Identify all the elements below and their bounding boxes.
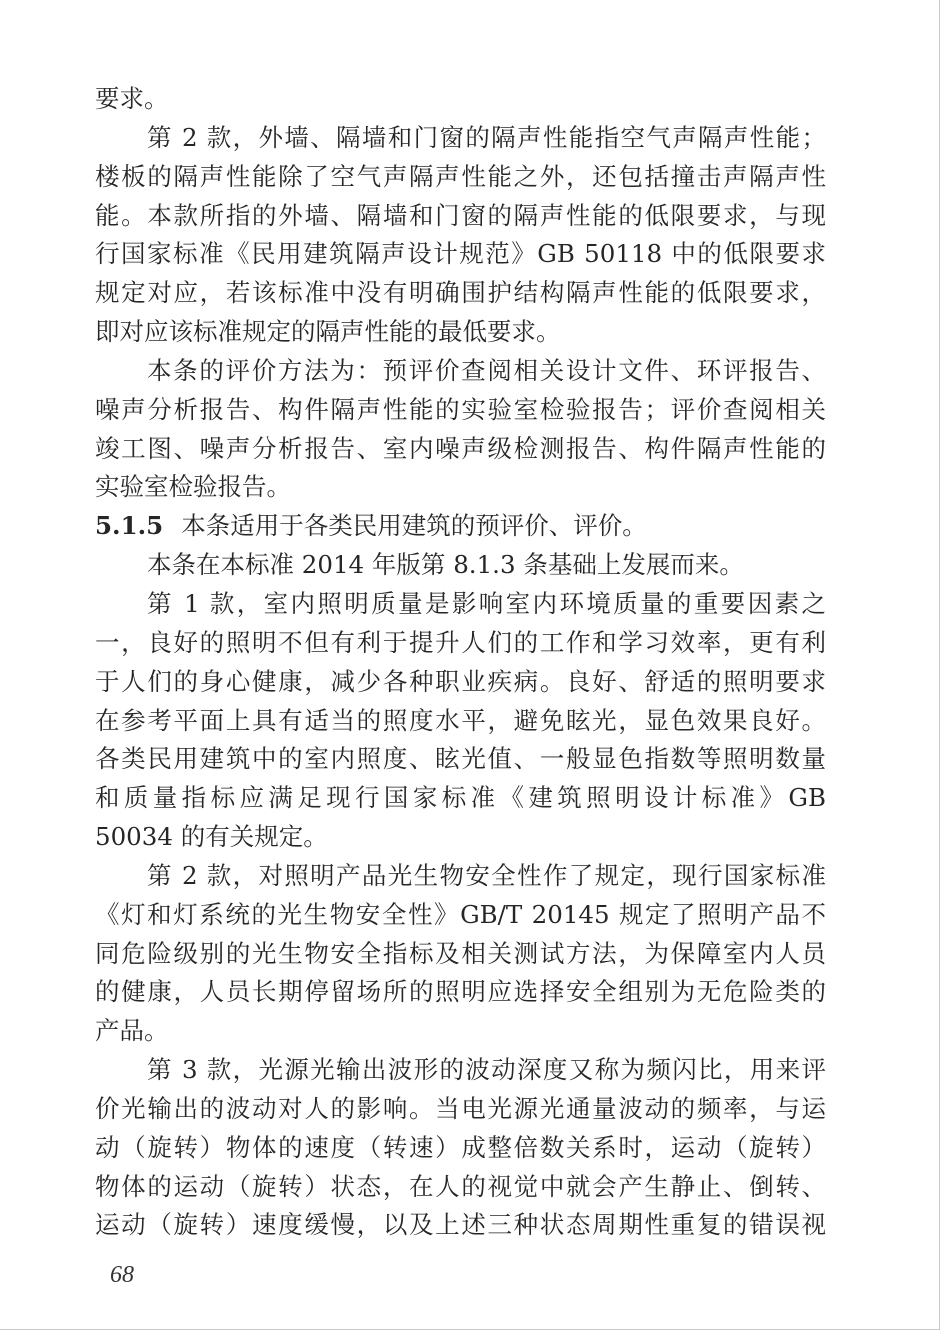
text-line: 本条在本标准 2014 年版第 8.1.3 条基础上发展而来。 [147, 550, 744, 580]
clause-text: 本条适用于各类民用建筑的预评价、评价。 [181, 511, 647, 541]
text-line: 在参考平面上具有适当的照度水平，避免眩光，显色效果良好。 [95, 705, 826, 735]
text-line: 竣工图、噪声分析报告、室内噪声级检测报告、构件隔声性能的 [95, 433, 826, 463]
text-line: 动（旋转）物体的速度（转速）成整倍数关系时，运动（旋转） [95, 1132, 826, 1162]
text-line: 一，良好的照明不但有利于提升人们的工作和学习效率，更有利 [95, 627, 826, 657]
text-line: 第 1 款，室内照明质量是影响室内环境质量的重要因素之 [147, 588, 826, 618]
text-line [95, 507, 826, 546]
paragraph [95, 857, 826, 1051]
text-line: 本条的评价方法为：预评价查阅相关设计文件、环评报告、 [147, 355, 826, 385]
text-line: 要求。 [95, 84, 169, 113]
text-line: 楼板的隔声性能除了空气声隔声性能之外，还包括撞击声隔声性 [95, 161, 826, 191]
text-line: 同危险级别的光生物安全指标及相关测试方法，为保障室内人员 [95, 938, 826, 968]
text-line: 和质量指标应满足现行国家标准《建筑照明设计标准》GB [95, 783, 826, 813]
clause-heading [95, 507, 826, 546]
text-line: 噪声分析报告、构件隔声性能的实验室检验报告；评价查阅相关 [95, 394, 826, 424]
text-line: 50034 的有关规定。 [95, 822, 328, 852]
paragraph [95, 1051, 826, 1245]
text-line: 即对应该标准规定的隔声性能的最低要求。 [95, 317, 561, 347]
paragraph [95, 546, 826, 585]
page-content [95, 80, 826, 1245]
paragraph [95, 585, 826, 857]
text-line: 价光输出的波动对人的影响。当电光源光通量波动的频率，与运 [95, 1093, 826, 1123]
text-line: 行国家标准《民用建筑隔声设计规范》GB 50118 中的低限要求 [95, 239, 826, 269]
text-line: 第 2 款，外墙、隔墙和门窗的隔声性能指空气声隔声性能； [147, 122, 826, 152]
clause-number: 5.1.5 [95, 511, 164, 541]
text-line: 产品。 [95, 1016, 169, 1046]
text-line: 能。本款所指的外墙、隔墙和门窗的隔声性能的低限要求，与现 [95, 200, 826, 230]
paragraph [95, 80, 826, 119]
text-line: 于人们的身心健康，减少各种职业疾病。良好、舒适的照明要求 [95, 666, 826, 696]
text-line: 第 3 款，光源光输出波形的波动深度又称为频闪比，用来评 [147, 1055, 826, 1085]
text-line: 各类民用建筑中的室内照度、眩光值、一般显色指数等照明数量 [95, 744, 826, 774]
paragraph [95, 119, 826, 352]
text-line: 第 2 款，对照明产品光生物安全性作了规定，现行国家标准 [147, 860, 826, 890]
text-line: 运动（旋转）速度缓慢，以及上述三种状态周期性重复的错误视 [95, 1210, 826, 1240]
text-line: 《灯和灯系统的光生物安全性》GB/T 20145 规定了照明产品不 [95, 899, 826, 929]
paragraph [95, 352, 826, 507]
text-line: 规定对应，若该标准中没有明确围护结构隔声性能的低限要求， [95, 278, 826, 308]
text-line: 物体的运动（旋转）状态，在人的视觉中就会产生静止、倒转、 [95, 1171, 826, 1201]
text-line: 的健康，人员长期停留场所的照明应选择安全组别为无危险类的 [95, 977, 826, 1007]
text-line: 实验室检验报告。 [95, 472, 291, 502]
page-number: 68 [110, 1262, 134, 1288]
